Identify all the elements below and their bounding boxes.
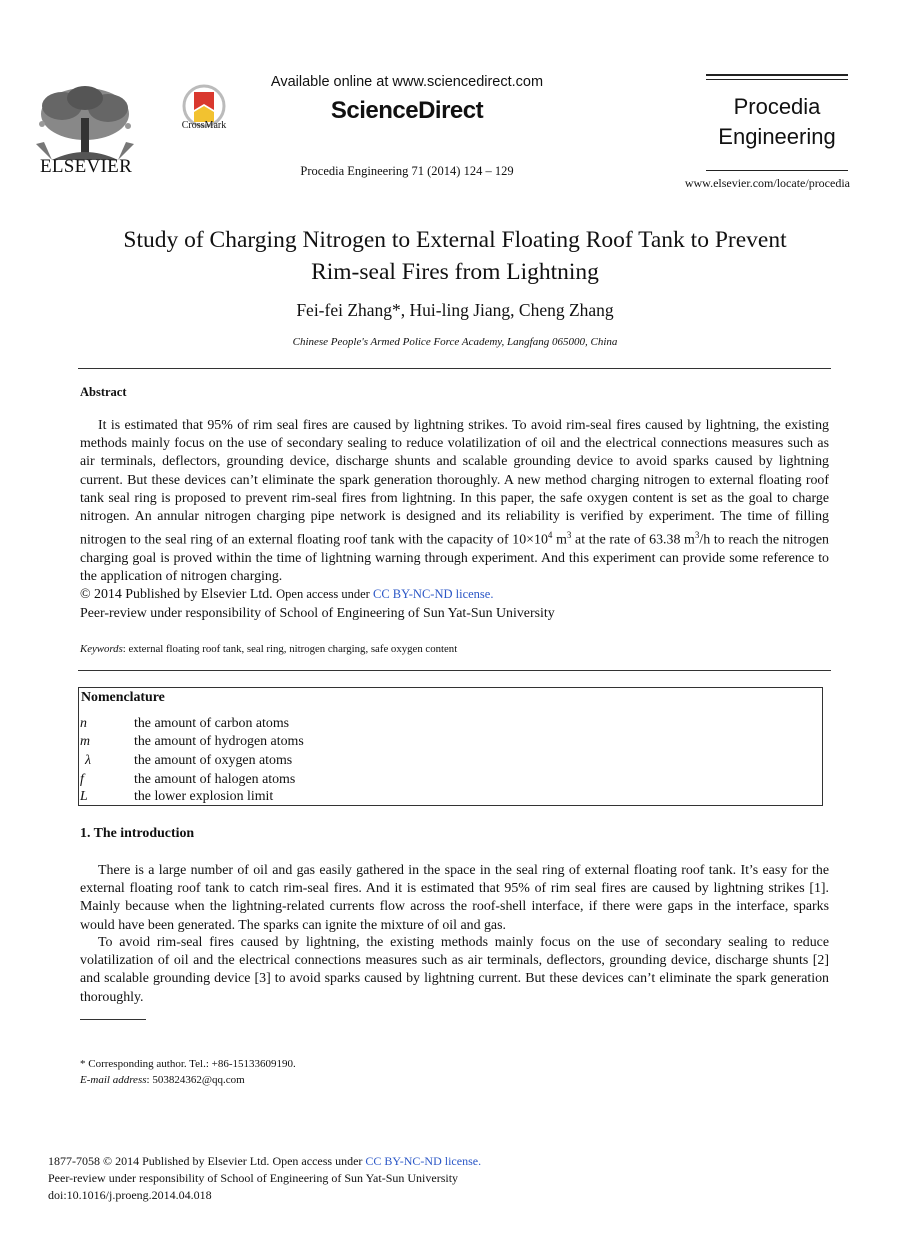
nomenclature-definition: the amount of hydrogen atoms: [134, 734, 304, 749]
paper-title: [60, 224, 850, 288]
nomenclature-symbol: L: [80, 789, 88, 804]
footer-doi[interactable]: doi:10.1016/j.proeng.2014.04.018: [48, 1188, 212, 1202]
abstract-copyright-line: [80, 585, 493, 604]
footnote-email: [80, 1074, 245, 1086]
footer-copyright-line: [48, 1154, 481, 1169]
abstract-sup-a: 4: [547, 530, 553, 541]
footnote-rule: [80, 1019, 146, 1020]
section-heading-introduction: 1. The introduction: [80, 826, 195, 841]
paper-affiliation: Chinese People's Armed Police Force Academy, Langfang 065000, China: [292, 336, 618, 348]
abstract-sup-c: 3: [694, 530, 700, 541]
abstract-copyright: © 2014 Published by Elsevier Ltd.: [80, 587, 277, 602]
nomenclature-definition: the amount of halogen atoms: [134, 772, 296, 787]
keywords-label: Keywords: [80, 643, 123, 655]
nomenclature-definition: the lower explosion limit: [134, 789, 274, 804]
abstract-peer-review: Peer-review under responsibility of School of Engineering of Sun Yat-Sun University: [80, 606, 555, 621]
abstract-text-c: at the rate of 63.38 m: [571, 532, 695, 548]
abstract-text-a: It is estimated that 95% of rim seal fires are caused by lightning strikes. To avoid rim-seal fires caused by lightning, the existing methods mainly focus on the use of secondary sealing to reduce volatilization of oil and the electrical connections measures such as air terminals, deflectors, grounding device, discharge shunts and scalable grounding device to avoid sparks caused by lightning current. But these devices can’t eliminate the spark generation thoroughly. A new method charging nitrogen to external floating roof tank seal ring is proposed to prevent rim-seal fires from lightning. In this paper, the safe oxygen content is set as the goal to charge nitrogen. An annular nitrogen charging pipe network is designed and its reliability is verified by experiment. The time of filling nitrogen to the seal ring of an external floating roof tank with the capacity of 10×10: [80, 418, 829, 548]
sciencedirect-logo: ScienceDirect: [330, 97, 484, 124]
footnote-email-value: : 503824362@qq.com: [146, 1074, 245, 1086]
keywords-bottom-rule: [78, 670, 831, 671]
nomenclature-heading: Nomenclature: [81, 690, 165, 705]
paper-authors: Fei-fei Zhang*, Hui-ling Jiang, Cheng Zhang: [296, 300, 614, 320]
abstract-license-link[interactable]: CC BY-NC-ND license.: [372, 587, 494, 601]
journal-title-rule-bottom: [706, 170, 848, 171]
footer-license-link[interactable]: CC BY-NC-ND license.: [365, 1154, 482, 1168]
journal-citation: Procedia Engineering 71 (2014) 124 – 129: [300, 164, 514, 178]
journal-title-line2: Engineering: [718, 124, 836, 149]
keywords-text: : external floating roof tank, seal ring, nitrogen charging, safe oxygen content: [122, 643, 458, 655]
crossmark-label: CrossMark: [181, 120, 227, 131]
abstract-body: [80, 417, 829, 586]
nomenclature-definition: the amount of oxygen atoms: [134, 753, 293, 768]
keywords-line: [80, 643, 457, 655]
abstract-heading: Abstract: [80, 385, 127, 399]
footnote-corresponding-author: * Corresponding author. Tel.: +86-15133609190.: [80, 1058, 296, 1070]
abstract-top-rule: [78, 368, 831, 369]
nomenclature-symbol: n: [80, 716, 87, 731]
journal-title-rule-top-thin: [706, 79, 848, 80]
abstract-sup-b: 3: [566, 530, 572, 541]
paper-title-line2: Rim-seal Fires from Lightning: [311, 259, 599, 285]
footer-peer-review: Peer-review under responsibility of School of Engineering of Sun Yat-Sun University: [48, 1171, 459, 1185]
abstract-text-d: /h to reach the nitrogen charging goal is proved within the time of lightning warning through experiment. And this experiment can provide some reference to the application of nitrogen charging.: [80, 532, 829, 585]
journal-url-link[interactable]: www.elsevier.com/locate/procedia: [684, 176, 850, 190]
journal-title-line1: Procedia: [733, 94, 821, 119]
nomenclature-symbol: m: [80, 734, 91, 749]
introduction-paragraph-1: There is a large number of oil and gas easily gathered in the space in the seal ring of external floating roof tank. It’s easy for the external floating roof tank to catch rim-seal fires. And it is estimated that 95% of rim seal fires are caused by lightning strikes [1]. Mainly because when the lightning-related currents flow across the roof-shell interface, if there were gaps in the interface, sparks would have been generated. The sparks can ignite the mixture of oil and gas.: [80, 863, 829, 933]
journal-title-rule-top: [706, 74, 848, 76]
paper-title-line1: Study of Charging Nitrogen to External Floating Roof Tank to Prevent: [123, 227, 787, 253]
footnote-email-label: E-mail address: [80, 1074, 147, 1086]
elsevier-wordmark: ELSEVIER: [39, 156, 133, 177]
journal-title: [706, 92, 848, 152]
footer-issn-copyright: 1877-7058 © 2014 Published by Elsevier Ltd.: [48, 1154, 273, 1168]
available-online-text[interactable]: Available online at www.sciencedirect.com: [270, 74, 544, 90]
footer-open-access: Open access under: [272, 1154, 366, 1168]
abstract-open-access: Open access under: [276, 587, 373, 601]
introduction-paragraph-2: To avoid rim-seal fires caused by lightning, the existing methods mainly focus on the use of secondary sealing to reduce volatilization of oil and the electrical connections measures such as air terminals, deflectors, grounding device, discharge shunts [2] and scalable grounding device [3] to avoid sparks caused by lightning current. But these devices can’t eliminate the spark generation thoroughly.: [80, 935, 829, 1005]
abstract-text-b: m: [552, 532, 567, 548]
nomenclature-symbol: f: [80, 772, 84, 787]
nomenclature-symbol: λ: [85, 753, 92, 768]
nomenclature-definition: the amount of carbon atoms: [134, 716, 290, 731]
